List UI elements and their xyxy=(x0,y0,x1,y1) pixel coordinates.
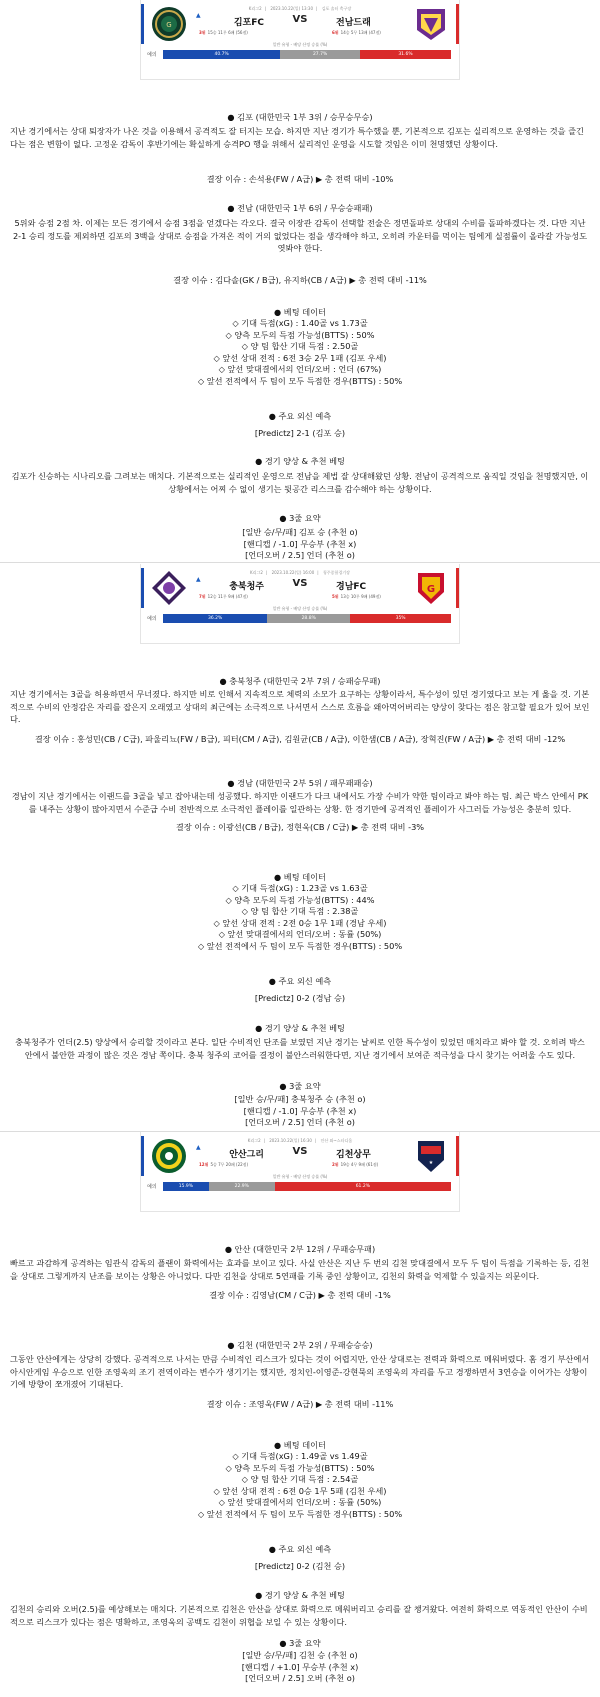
section-heading: ● 경기 양상 & 추천 베팅 xyxy=(255,1590,345,1600)
outlook xyxy=(10,1023,590,1061)
vs-label: VS xyxy=(292,14,308,25)
away-team-record: 6위 14승 5무 13패 (47점) xyxy=(332,30,381,35)
section-text: 지난 경기에서는 상대 퇴장자가 나온 것을 이용해서 공격적도 잘 터지는 모습. 하지만 지난 경기가 특수했을 뿐, 기본적으로 김포는 실리적으로 운영하는 것을 즐긴다는 점은 변함이 없다. 고정운 감독이 후반기에는 확실하게 승격PO 행을 위해서 실리적인 운영을 시도할 것임은 이미 천명했던 상황이다. xyxy=(10,126,584,149)
away-team-name: 경남FC xyxy=(336,582,367,592)
prediction xyxy=(10,976,590,1004)
match-card xyxy=(140,0,460,80)
absence-issue: 결장 이슈 : 홍성민(CB / C급), 파울리뇨(FW / B급), 피터(CM / A급), 김원균(CB / A급), 이한샘(CB / A급), 장혁진(FW / A급) ▶ 총 전력 대비 -12% xyxy=(34,733,566,744)
odds-away-seg: 31.6% xyxy=(360,50,451,59)
section-heading: ● 베팅 데이터 xyxy=(274,307,326,317)
match-2 xyxy=(0,564,600,644)
odds-home-seg: 36.2% xyxy=(163,614,267,623)
summary xyxy=(10,1638,590,1685)
league-label: K리그2 xyxy=(248,6,262,11)
section-heading: ● 경기 양상 & 추천 베팅 xyxy=(255,1023,345,1033)
summary-list xyxy=(10,527,590,562)
summary-item: [일반 승/무/패] 김천 승 (추천 o) xyxy=(242,1650,358,1660)
section-heading: ● 주요 외신 예측 xyxy=(268,1544,332,1554)
betting-item: ◇ 양 팀 합산 기대 득점 : 2.54골 xyxy=(241,1474,359,1485)
home-team-record: 12위 5승 7무 20패 (22점) xyxy=(199,1162,249,1167)
betting-item: ◇ 앞선 상대 전적 : 2전 0승 1무 1패 (경남 우세) xyxy=(213,917,387,928)
odds-draw-seg: 27.7% xyxy=(280,50,360,59)
section-text: 5위와 승점 2점 차. 이제는 모든 경기에서 승점 3점을 얻겠다는 각오다. 결국 이장관 감독이 선택할 전술은 정면돌파로 상대의 수비를 돌파하겠다는 것. 다만 지난 2-1 승리 정도를 제외하면 김포의 3백을 상대로 승점을 가져온 적이 거의 없었다는 점을 생각해야 하고, 오히려 카운터를 먹이는 팀에게 실점률이 올라갈 가능성도 엿봐야 한다. xyxy=(12,218,588,254)
odds-draw-seg: 28.8% xyxy=(267,614,350,623)
match-meta: K리그2 | 2023.10.22(일) 16:30 | 안산 와~스타디움 xyxy=(247,1138,353,1143)
betting-list xyxy=(10,318,590,388)
betting-item: ◇ 앞선 전적에서 두 팀이 모두 득점한 경우(BTTS) : 50% xyxy=(197,940,403,951)
betting-item: ◇ 앞선 상대 전적 : 6전 3승 2무 1패 (김포 우세) xyxy=(213,352,387,363)
section-text: 김천의 승리와 오버(2.5)를 예상해보는 매치다. 기본적으로 김천은 안산을 상대로 화력으로 메워버리고 승리를 잘 챙겨왔다. 여전히 화력으로 역동적인 안산이 수비적으로 리스크가 있다는 점은 명확하고, 조영욱의 공백도 김천이 위협을 보일 수 있는 상황이다. xyxy=(10,1604,588,1627)
match-datetime: 2023.10.22(일) 16:00 xyxy=(271,570,315,575)
betting-data xyxy=(10,307,590,388)
odds-draw-seg: 22.9% xyxy=(209,1182,275,1191)
summary-item: [일반 승/무/패] 김포 승 (추천 o) xyxy=(242,527,358,537)
analysis-away xyxy=(10,203,590,286)
prediction-value: [Predictz] 0-2 (경남 승) xyxy=(254,993,346,1003)
betting-list xyxy=(10,883,590,953)
betting-item: ◇ 앞선 전적에서 두 팀이 모두 득점한 경우(BTTS) : 50% xyxy=(197,375,403,386)
betting-item: ◇ 앞선 상대 전적 : 6전 0승 1무 5패 (김천 우세) xyxy=(213,1485,387,1496)
analysis-away xyxy=(10,1340,590,1410)
section-divider xyxy=(0,562,600,563)
match-meta: K리그2 | 2023.10.22(일) 13:30 | 김포 솔터 축구장 xyxy=(248,6,352,11)
betting-item: ◇ 양측 모두의 득점 가능성(BTTS) : 50% xyxy=(225,329,375,340)
odds-away-seg: 35% xyxy=(350,614,451,623)
home-icon: ▲ xyxy=(196,1144,201,1151)
section-heading: ● 주요 외신 예측 xyxy=(268,411,332,421)
betting-data xyxy=(10,872,590,953)
absence-issue: 결장 이슈 : 김영남(CM / C급) ▶ 총 전력 대비 -1% xyxy=(209,1290,391,1301)
summary xyxy=(10,513,590,562)
odds-label: 예의 xyxy=(147,1184,157,1190)
section-heading: ● 3줄 요약 xyxy=(279,1638,321,1648)
section-heading: ● 주요 외신 예측 xyxy=(268,976,332,986)
betting-item: ◇ 양 팀 합산 기대 득점 : 2.50골 xyxy=(241,341,359,352)
summary-item: [언더오버 / 2.5] 언더 (추천 o) xyxy=(245,1117,355,1128)
league-label: K리그2 xyxy=(250,570,263,575)
betting-item: ◇ 양측 모두의 득점 가능성(BTTS) : 50% xyxy=(225,1462,375,1473)
section-heading: ● 김포 (대한민국 1부 3위 / 승무승무승) xyxy=(227,112,373,122)
section-heading: ● 김천 (대한민국 2부 2위 / 무패승승승) xyxy=(227,1340,373,1350)
betting-item: ◇ 앞선 맞대결에서의 언더/오버 : 언더 (67%) xyxy=(218,364,382,375)
section-text: 김포가 신승하는 시나리오를 그려보는 매치다. 기본적으로는 실리적인 운영으로 전남을 제법 잘 상대해왔던 상황. 전남이 공격적으로 움직일 것임을 천명했지만, 이 상황에서는 어찌 수 없이 생기는 뒷공간 리스크를 감수해야 하는 상황이다. xyxy=(11,471,589,494)
away-team-name: 전남드래 xyxy=(336,18,371,28)
betting-item: ◇ 양 팀 합산 기대 득점 : 2.38골 xyxy=(241,906,359,917)
section-heading: ● 경남 (대한민국 2부 5위 / 패무패패승) xyxy=(227,778,373,788)
svg-text:G: G xyxy=(426,584,436,595)
venue-label: 김포 솔터 축구장 xyxy=(321,6,352,11)
betting-list xyxy=(10,1451,590,1521)
section-heading: ● 안산 (대한민국 2부 12위 / 무패승무패) xyxy=(224,1244,376,1254)
match-card xyxy=(140,564,460,644)
match-datetime: 2023.10.22(일) 13:30 xyxy=(270,6,313,11)
summary-item: [언더오버 / 2.5] 언더 (추천 o) xyxy=(245,550,355,561)
section-text: 빠르고 과감하게 공격하는 임관식 감독의 플랜이 화력에서는 효과를 보이고 있다. 사실 안산은 지난 두 번의 김천 맞대결에서 모두 두 팀이 득점을 기록하는 등, 김천을 상대로 그렇게까지 난조를 보이는 상황은 아니었다. 다만 김천을 상대로 5연패를 기록 중인 상황이고, 김천의 화력을 억제할 수 있을지는 의문이다. xyxy=(10,1258,590,1281)
summary-item: [핸디캡 / -1.0] 무승부 (추천 x) xyxy=(243,538,357,549)
odds-bar xyxy=(163,1182,451,1191)
outlook xyxy=(10,456,590,495)
summary-item: [핸디캡 / -1.0] 무승부 (추천 x) xyxy=(243,1105,357,1116)
betting-item: ◇ 기대 득점(xG) : 1.23골 vs 1.63골 xyxy=(232,883,368,893)
absence-issue: 결장 이슈 : 손석용(FW / A급) ▶ 총 전력 대비 -10% xyxy=(206,174,394,185)
odds-bar xyxy=(163,614,451,623)
odds-title: 일반 유형 - 배당 산정 승률 (%) xyxy=(272,606,328,611)
home-team-name: 안산그리 xyxy=(229,1150,264,1160)
betting-item: ◇ 앞선 맞대결에서의 언더/오버 : 동률 (50%) xyxy=(218,929,382,940)
prediction-value: [Predictz] 2-1 (김포 승) xyxy=(254,428,346,438)
home-icon: ▲ xyxy=(196,12,201,19)
home-team-name: 김포FC xyxy=(233,18,264,28)
section-heading: ● 베팅 데이터 xyxy=(274,872,326,882)
vs-label: VS xyxy=(292,578,308,589)
odds-home-seg: 15.9% xyxy=(163,1182,209,1191)
venue-label: 청주종합경기장 xyxy=(322,570,350,575)
home-team-record: 3위 15승 11무 6패 (56점) xyxy=(199,30,248,35)
analysis-home xyxy=(10,1244,590,1301)
away-team-record: 2위 19승 4무 9패 (61점) xyxy=(332,1162,379,1167)
analysis-away xyxy=(10,778,590,833)
section-text: 지난 경기에서는 3골을 허용하면서 무너졌다. 하지만 비로 인해서 지속적으로 체력의 소모가 요구하는 상황이라서, 특수성이 있던 경기였다고 보는 게 옳을 것. 기본적으로 수비의 안정감은 자리를 잡은지 오래였고 상대의 최근에는 소극적으로 나서면서 스스로 흐름을 왜아먹어버리는 양상이 찾다는 점은 참고할 필요가 있어 보인다. xyxy=(10,689,590,725)
section-heading: ● 전남 (대한민국 1부 6위 / 무승승패패) xyxy=(227,203,373,213)
match-1 xyxy=(0,0,600,80)
odds-label: 예의 xyxy=(147,52,157,58)
section-text: 경남이 지난 경기에서는 이랜드를 3골을 넣고 잡아내는데 성공했다. 하지만 이랜드가 다크 내에서도 가장 수비가 약한 팀이라고 봐야 하는 팀. 최근 박스 안에서 PK를 내주는 상황이 많아지면서 수준급 수비 전반적으로 소극적인 플레이를 일관하는 상황. 한 경기만에 공격적인 플레이가 사그러들 가능성은 충분히 있다. xyxy=(11,791,589,814)
betting-item: ◇ 앞선 전적에서 두 팀이 모두 득점한 경우(BTTS) : 50% xyxy=(197,1508,403,1519)
odds-title: 일반 유형 - 배당 산정 승률 (%) xyxy=(272,1174,328,1179)
betting-item: ◇ 앞선 맞대결에서의 언더/오버 : 동률 (50%) xyxy=(218,1497,382,1508)
away-team-name: 김천상무 xyxy=(336,1150,371,1160)
summary-list xyxy=(10,1650,590,1685)
outlook xyxy=(10,1590,590,1628)
prediction xyxy=(10,411,590,439)
section-heading: ● 충북청주 (대한민국 2부 7위 / 승패승무패) xyxy=(219,676,381,686)
prediction xyxy=(10,1544,590,1572)
section-text: 그동안 안산에게는 상당히 강했다. 공격적으로 나서는 만큼 수비적인 리스크가 있다는 것이 어렵지만, 안산 상대로는 전력과 화력으로 메워버렸다. 홈 경기 부산에서 아시안게임 우승으로 인한 조영욱의 조기 전역이라는 변수가 생기기는 했지만, 정치인-이영준-강현묵의 조영욱의 자리를 두고 경쟁하면서 3연승을 이어가는 상황이기에 방향이 쪼개졌어 기대된다. xyxy=(10,1354,590,1390)
match-datetime: 2023.10.22(일) 16:30 xyxy=(269,1138,312,1143)
away-team-record: 5위 13승 10무 9패 (49점) xyxy=(332,594,381,599)
match-3 xyxy=(0,1132,600,1212)
vs-label: VS xyxy=(292,1146,308,1157)
section-heading: ● 베팅 데이터 xyxy=(274,1440,326,1450)
summary-list xyxy=(10,1094,590,1129)
section-heading: ● 경기 양상 & 추천 베팅 xyxy=(255,456,345,466)
home-team-name: 충북청주 xyxy=(229,582,264,592)
summary-item: [핸디캡 / +1.0] 무승부 (추천 x) xyxy=(241,1661,359,1672)
venue-label: 안산 와~스타디움 xyxy=(320,1138,353,1143)
league-label: K리그2 xyxy=(247,1138,261,1143)
betting-item: ◇ 기대 득점(xG) : 1.49골 vs 1.49골 xyxy=(232,1451,368,1461)
summary-item: [일반 승/무/패] 충북청주 승 (추천 o) xyxy=(234,1094,366,1104)
section-heading: ● 3줄 요약 xyxy=(279,1081,321,1091)
odds-label: 예의 xyxy=(147,616,157,622)
betting-data xyxy=(10,1440,590,1521)
home-team-record: 7위 12승 11무 9패 (47점) xyxy=(199,594,248,599)
summary xyxy=(10,1081,590,1129)
odds-away-seg: 61.2% xyxy=(275,1182,451,1191)
analysis-home xyxy=(10,112,590,185)
absence-issue: 결장 이슈 : 이광선(CB / B급), 정현욱(CB / C급) ▶ 총 전력 대비 -3% xyxy=(175,822,425,833)
match-card xyxy=(140,1132,460,1212)
section-heading: ● 3줄 요약 xyxy=(279,513,321,523)
summary-item: [언더오버 / 2.5] 오버 (추천 o) xyxy=(245,1673,355,1684)
svg-text:★: ★ xyxy=(428,1160,434,1166)
prediction-value: [Predictz] 0-2 (김천 승) xyxy=(254,1561,346,1571)
match-meta: K리그2 | 2023.10.22(일) 16:00 | 청주종합경기장 xyxy=(250,570,350,575)
section-text: 충북청주가 언더(2.5) 양상에서 승리할 것이라고 본다. 일단 수비적인 단조를 보였던 지난 경기는 날씨로 인한 특수성이 있었던 매치라고 봐야 할 것. 오히려 박스 안에서 불안한 과정이 많은 것은 경남 쪽이다. 충북 청주의 코어를 결정이 불안스러워한다면, 지난 경기에서 보여준 적극성을 다시 찾기는 어려울 수도 있다. xyxy=(15,1037,585,1060)
svg-text:G: G xyxy=(166,21,172,29)
odds-title: 일반 유형 - 배당 산정 승률 (%) xyxy=(272,42,328,47)
absence-issue: 결장 이슈 : 조영욱(FW / A급) ▶ 총 전력 대비 -11% xyxy=(206,1398,394,1409)
odds-home-seg: 40.7% xyxy=(163,50,280,59)
home-icon: ▲ xyxy=(196,576,201,583)
odds-bar xyxy=(163,50,451,59)
betting-item: ◇ 기대 득점(xG) : 1.40골 vs 1.73골 xyxy=(232,318,368,328)
betting-item: ◇ 양측 모두의 득점 가능성(BTTS) : 44% xyxy=(225,894,375,905)
absence-issue: 결장 이슈 : 김다솔(GK / B급), 유지하(CB / A급) ▶ 총 전력 대비 -11% xyxy=(173,274,427,285)
analysis-home xyxy=(10,676,590,745)
